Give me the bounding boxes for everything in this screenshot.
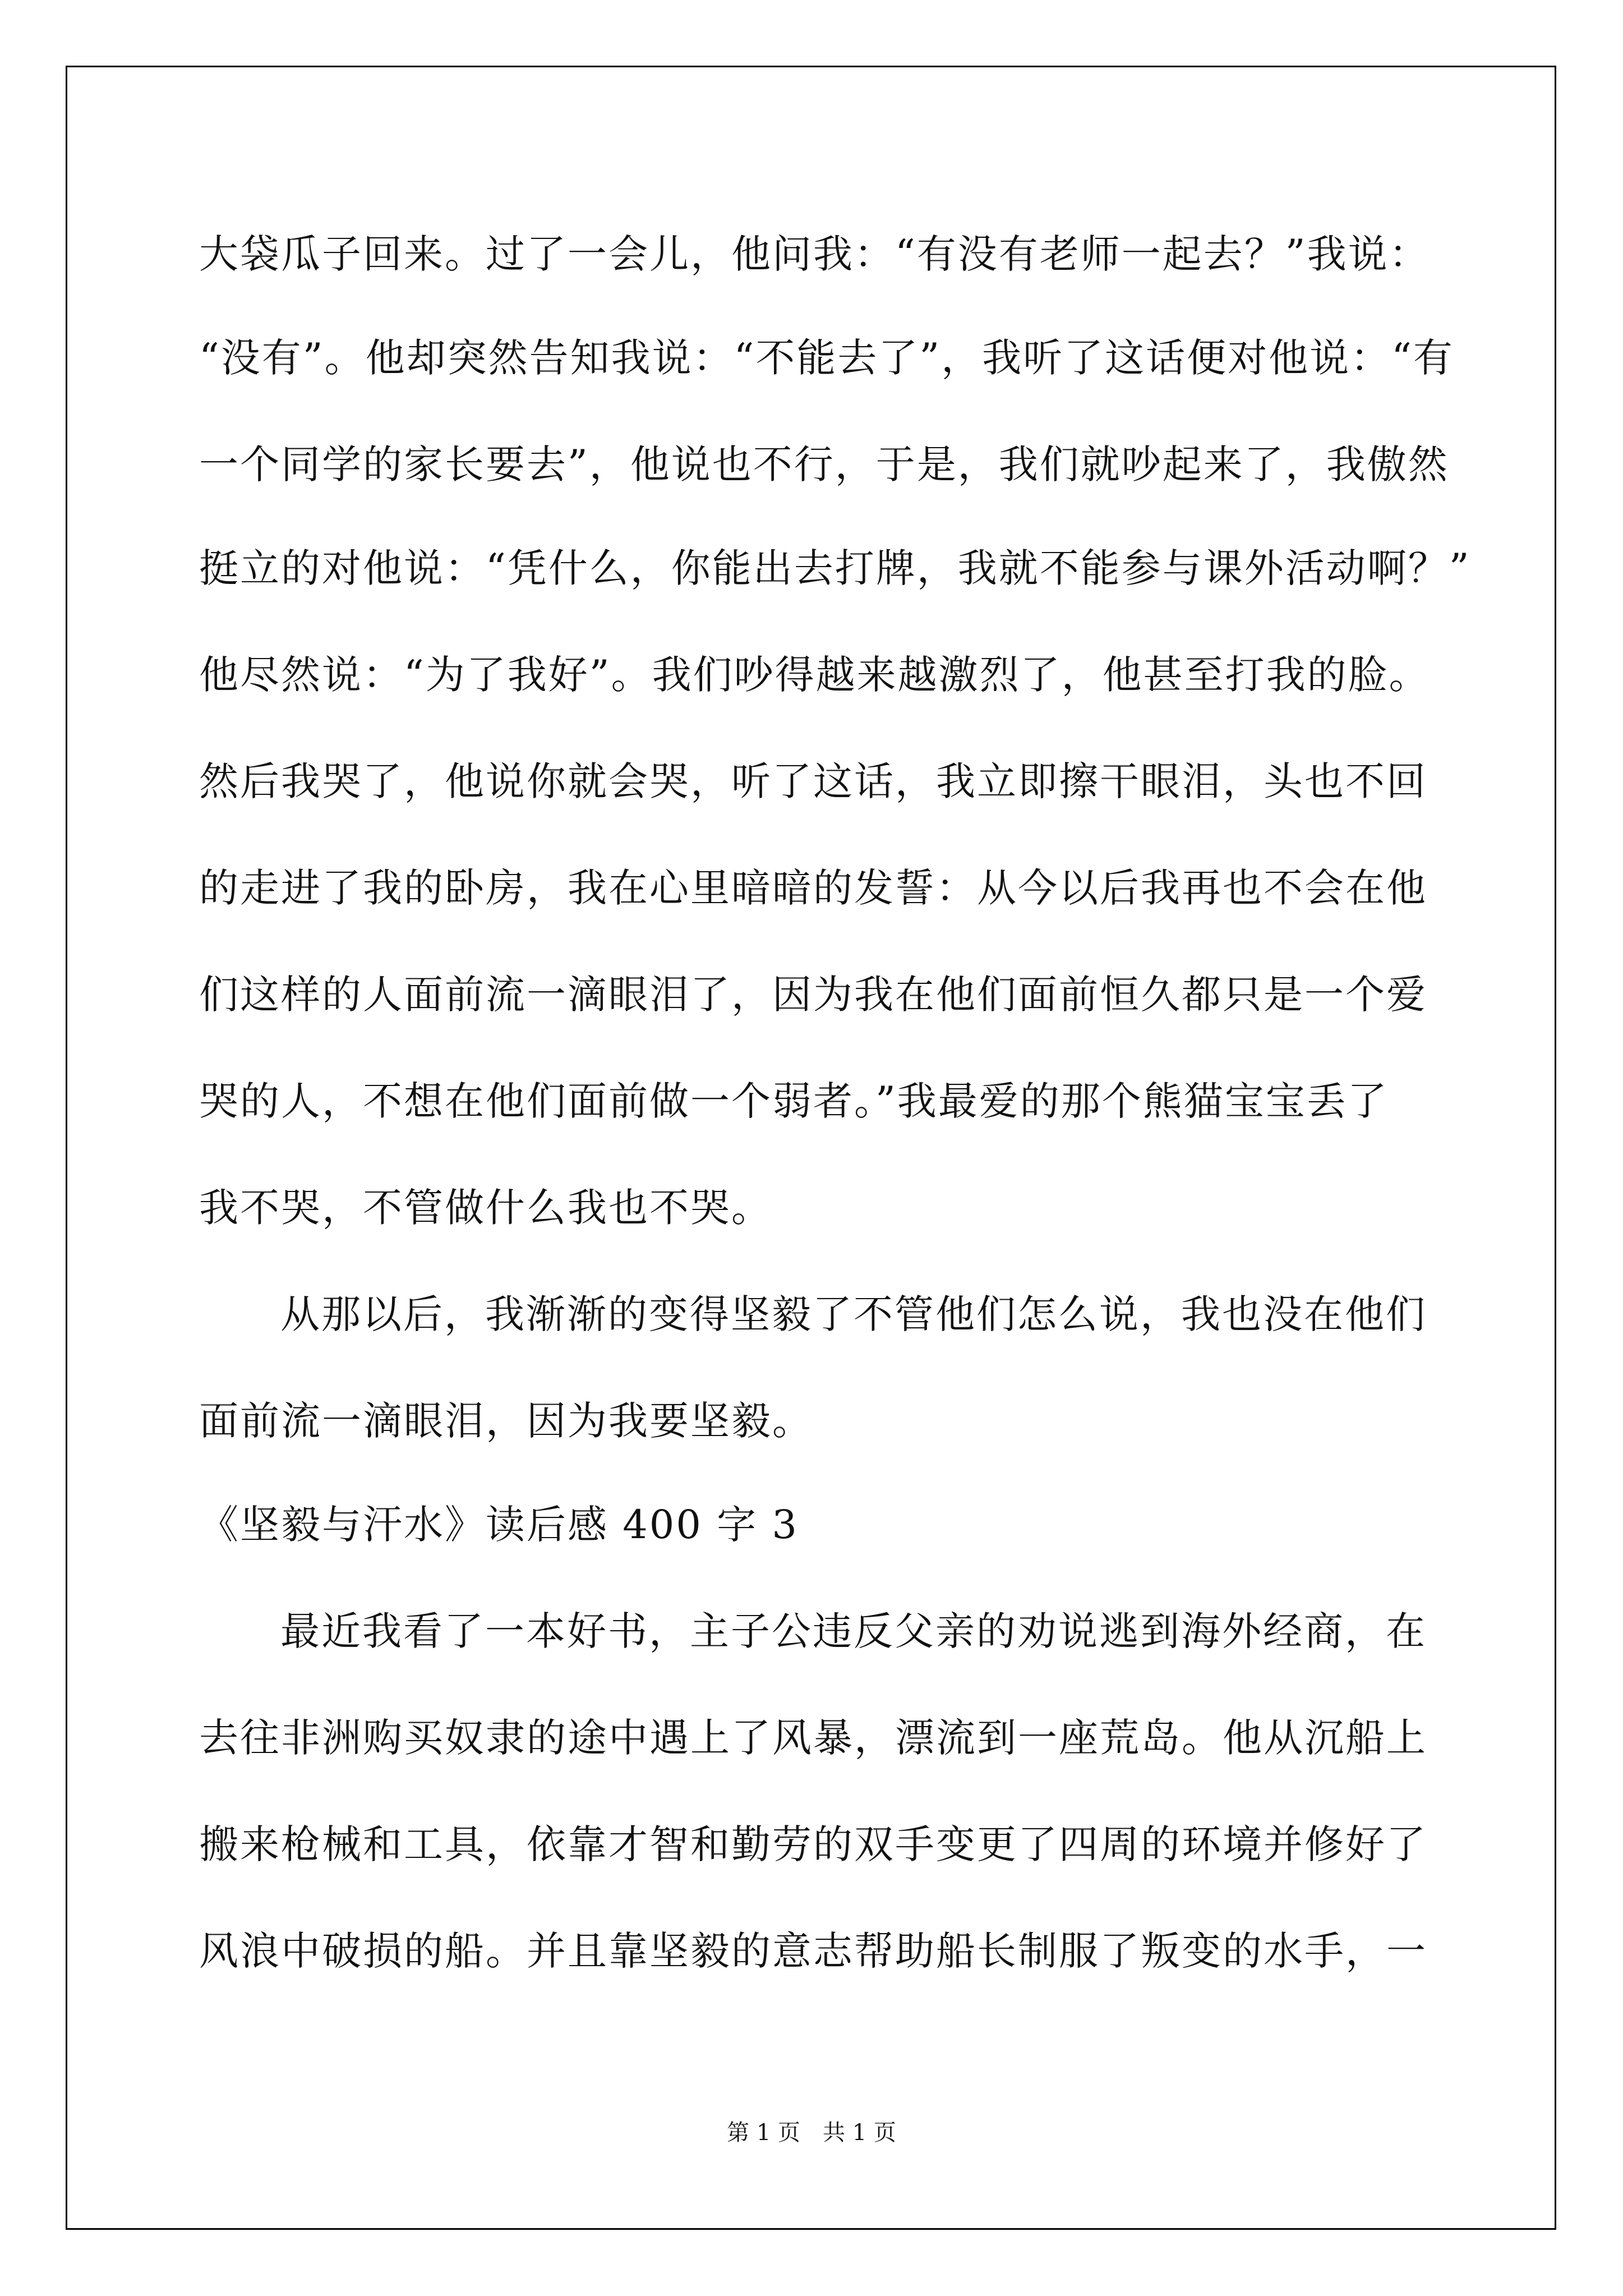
page-number: 第 1 页 bbox=[727, 2120, 800, 2146]
page-total: 共 1 页 bbox=[823, 2120, 896, 2146]
text-line-6: 然后我哭了，他说你就会哭，听了这话，我立即擦干眼泪，头也不回 bbox=[199, 758, 1427, 804]
text-line-4: 挺立的对他说：“凭什么，你能出去打牌，我就不能参与课外活动啊？” bbox=[199, 545, 1471, 591]
text-line-15: 去往非洲购买奴隶的途中遇上了风暴，漂流到一座荒岛。他从沉船上 bbox=[199, 1715, 1427, 1761]
text-line-17: 风浪中破损的船。并且靠坚毅的意志帮助船长制服了叛变的水手，一 bbox=[199, 1928, 1427, 1974]
text-line-1: 大袋瓜子回来。过了一会儿，他问我：“有没有老师一起去？”我说： bbox=[199, 231, 1430, 277]
paragraph-start-line: 最近我看了一本好书，主子公违反父亲的劝说逃到海外经商，在 bbox=[280, 1608, 1427, 1654]
page-border bbox=[66, 66, 1556, 2230]
text-line-5: 他尽然说：“为了我好”。我们吵得越来越激烈了，他甚至打我的脸。 bbox=[199, 652, 1430, 698]
section-heading: 《坚毅与汗水》读后感 400 字 3 bbox=[199, 1502, 799, 1548]
text-line-8: 们这样的人面前流一滴眼泪了，因为我在他们面前恒久都只是一个爱 bbox=[199, 972, 1427, 1018]
text-line-9: 哭的人，不想在他们面前做一个弱者。”我最爱的那个熊猫宝宝丢了 bbox=[199, 1078, 1389, 1124]
text-line-2: “没有”。他却突然告知我说：“不能去了”，我听了这话便对他说：“有 bbox=[199, 335, 1454, 381]
paragraph-start-line: 从那以后，我渐渐的变得坚毅了不管他们怎么说，我也没在他们 bbox=[280, 1291, 1427, 1337]
page-footer bbox=[0, 2115, 1623, 2147]
text-line-16: 搬来枪械和工具，依靠才智和勤劳的双手变更了四周的环境并修好了 bbox=[199, 1821, 1427, 1867]
text-line-7: 的走进了我的卧房，我在心里暗暗的发誓：从今以后我再也不会在他 bbox=[199, 865, 1427, 911]
text-line-10: 我不哭，不管做什么我也不哭。 bbox=[199, 1185, 772, 1231]
text-line-12: 面前流一滴眼泪，因为我要坚毅。 bbox=[199, 1398, 813, 1444]
text-line-3: 一个同学的家长要去”，他说也不行，于是，我们就吵起来了，我傲然 bbox=[199, 441, 1449, 487]
